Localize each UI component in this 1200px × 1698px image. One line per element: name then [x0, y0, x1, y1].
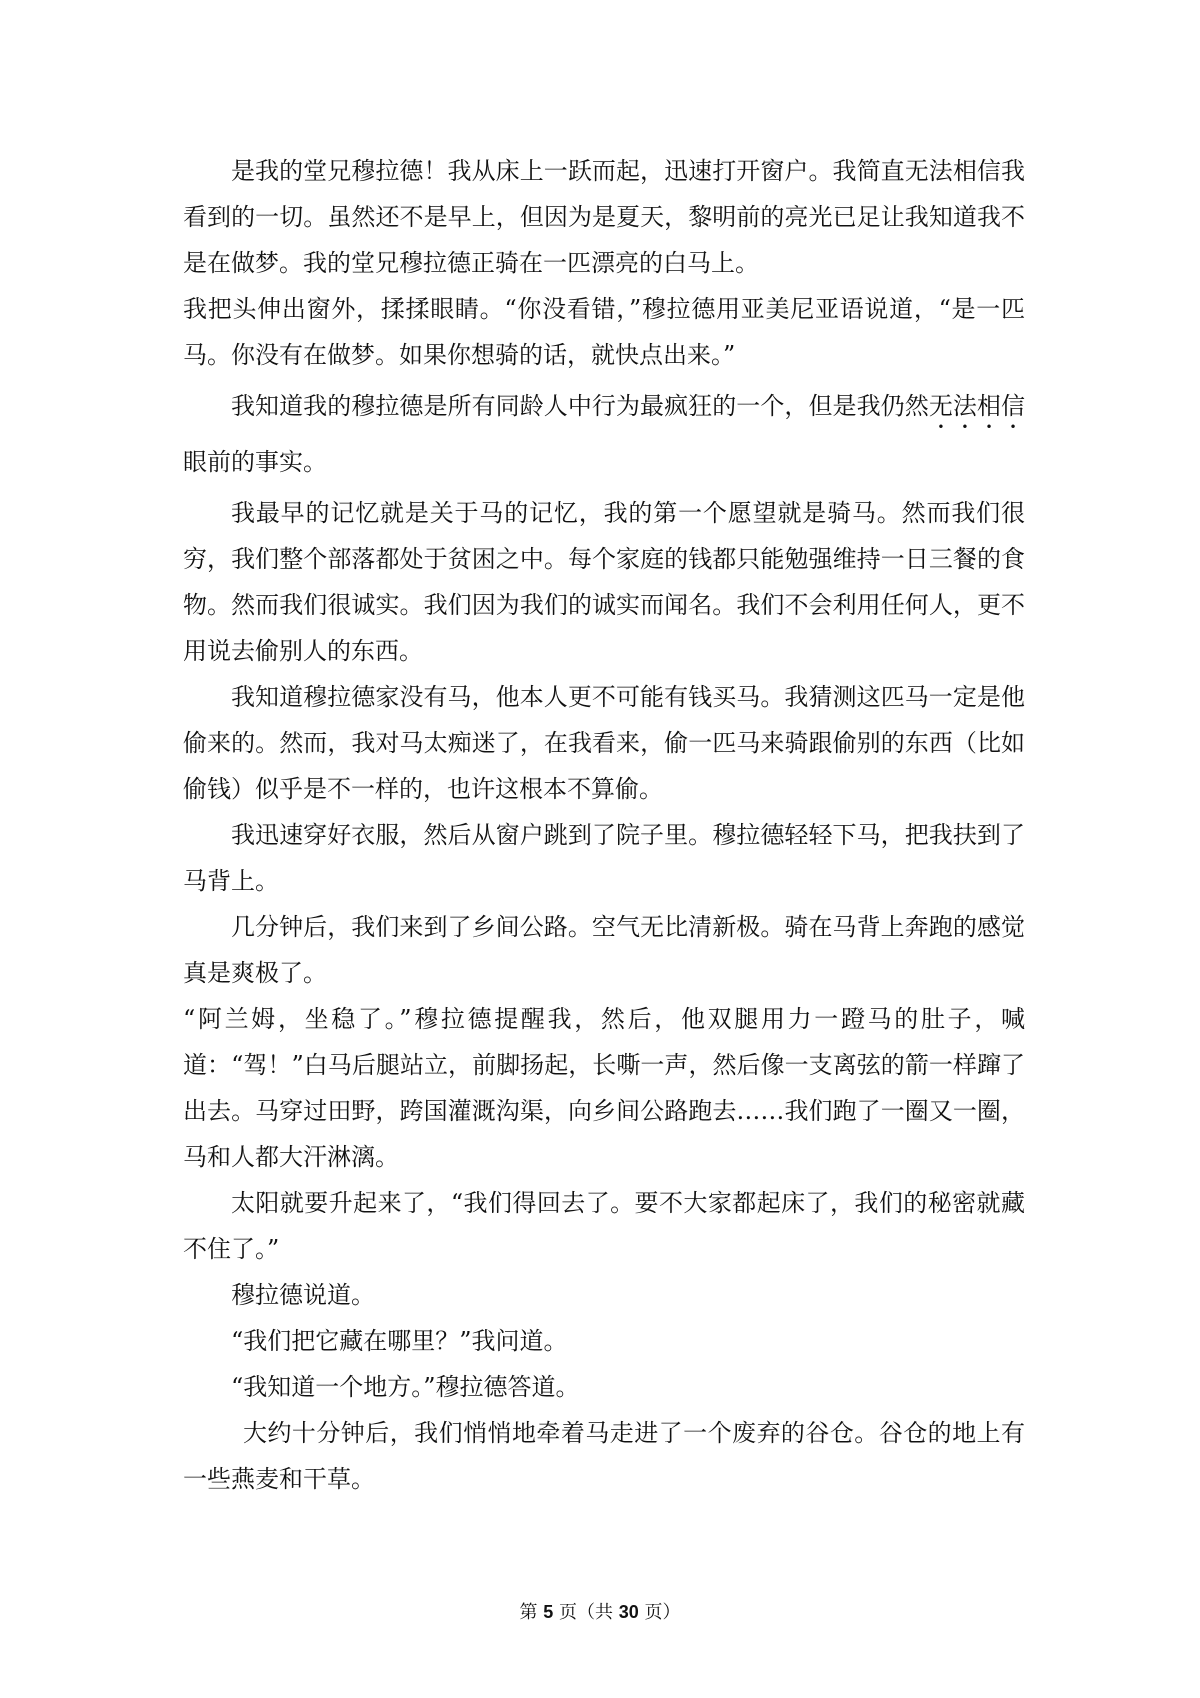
- paragraph-3-text: 我知道我的穆拉德是所有同龄人中行为最疯狂的一个，但是我仍然: [231, 392, 929, 420]
- paragraph-12: “我知道一个地方。”穆拉德答道。: [231, 1373, 580, 1401]
- footer-prefix: 第: [519, 1602, 544, 1623]
- paragraph-5: 我知道穆拉德家没有马，他本人更不可能有钱买马。我猜测这匹马一定是他偷来的。然而，我对马太痴迷了，在我看来，偷一匹马来骑跟偷别的东西（比如偷钱）似乎是不一样的，也许这根本不算偷。: [183, 683, 1025, 803]
- footer-page-number: 5: [543, 1602, 554, 1622]
- document-body: [183, 148, 1025, 1502]
- paragraph-4: 我最早的记忆就是关于马的记忆，我的第一个愿望就是骑马。然而我们很穷，我们整个部落都处于贫困之中。每个家庭的钱都只能勉强维持一日三餐的食物。然而我们很诚实。我们因为我们的诚实而闻名。我们不会利用任何人，更不用说去偷别人的东西。: [183, 499, 1025, 665]
- paragraph-2: 我把头伸出窗外，揉揉眼睛。“你没看错，”穆拉德用亚美尼亚语说道，“是一匹马。你没有在做梦。如果你想骑的话，就快点出来。”: [183, 295, 1025, 369]
- paragraph-3-tail: 眼前的事实。: [183, 448, 327, 476]
- emphasized-phrase: 无法相信: [928, 392, 1025, 420]
- paragraph-7: 几分钟后，我们来到了乡间公路。空气无比清新极。骑在马背上奔跑的感觉真是爽极了。: [183, 913, 1025, 987]
- paragraph-13: 大约十分钟后，我们悄悄地牵着马走进了一个废弃的谷仓。谷仓的地上有一些燕麦和干草。: [183, 1419, 1025, 1493]
- paragraph-8: “阿兰姆，坐稳了。”穆拉德提醒我，然后，他双腿用力一蹬马的肚子，喊道：“驾！”白马后腿站立，前脚扬起，长嘶一声，然后像一支离弦的箭一样蹿了出去。马穿过田野，跨国灌溉沟渠，向乡间公路跑去……我们跑了一圈又一圈，马和人都大汗淋漓。: [183, 1005, 1025, 1171]
- page-footer: [0, 1598, 1200, 1624]
- paragraph-11: “我们把它藏在哪里？”我问道。: [231, 1327, 568, 1355]
- paragraph-1: 是我的堂兄穆拉德！我从床上一跃而起，迅速打开窗户。我简直无法相信我看到的一切。虽然还不是早上，但因为是夏天，黎明前的亮光已足让我知道我不是在做梦。我的堂兄穆拉德正骑在一匹漂亮的白马上。: [183, 157, 1025, 277]
- paragraph-9: 太阳就要升起来了，“我们得回去了。要不大家都起床了，我们的秘密就藏不住了。”: [183, 1189, 1025, 1263]
- paragraph-10: 穆拉德说道。: [231, 1281, 375, 1309]
- footer-total-pages: 30: [618, 1602, 639, 1622]
- footer-suffix: 页）: [638, 1602, 681, 1623]
- paragraph-6: 我迅速穿好衣服，然后从窗户跳到了院子里。穆拉德轻轻下马，把我扶到了马背上。: [183, 821, 1025, 895]
- paragraph-3: [183, 378, 1025, 490]
- footer-middle: 页（共: [553, 1602, 619, 1623]
